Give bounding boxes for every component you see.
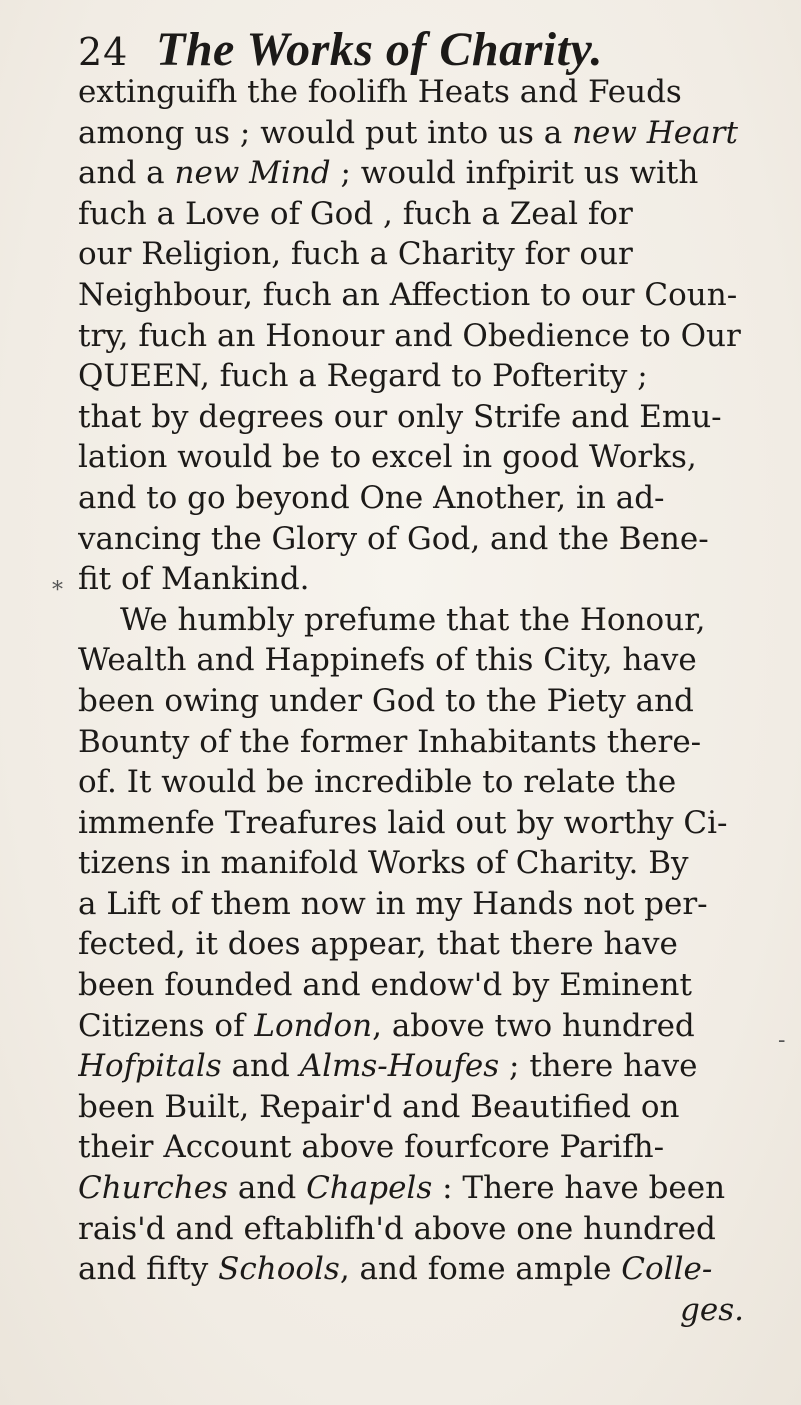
text-line: fit of Mankind.: [78, 561, 310, 598]
margin-mark: -: [778, 1028, 786, 1053]
text-line: Wealth and Happinefs of this City, have: [78, 642, 697, 679]
text-line: of. It would be incredible to relate the: [78, 764, 677, 801]
text-line: try, fuch an Honour and Obedience to Our: [78, 317, 741, 354]
text-line: rais'd and eftablifh'd above one hundred: [78, 1210, 716, 1247]
text-line: Neighbour, fuch an Affection to our Coun-: [78, 276, 738, 313]
text-line: their Account above fourfcore Parifh-: [78, 1129, 665, 1166]
text-line: immenfe Treafures laid out by worthy Ci-: [78, 804, 728, 841]
text-line: been Built, Repair'd and Beautified on: [78, 1088, 680, 1125]
catchword: ges.: [680, 1291, 744, 1328]
body-text: [78, 72, 768, 1330]
text-line: fected, it does appear, that there have: [78, 926, 678, 963]
page-number: 24: [78, 30, 129, 74]
text-line: and a new Mind ; would infpirit us with: [78, 155, 699, 192]
text-line: Citizens of London, above two hundred: [78, 1007, 695, 1044]
text-line: fuch a Love of God , fuch a Zeal for: [78, 195, 633, 232]
text-line: that by degrees our only Strife and Emu-: [78, 398, 722, 435]
text-line: We humbly prefume that the Honour,: [120, 601, 706, 638]
text-line: been founded and endow'd by Eminent: [78, 967, 692, 1004]
text-line: Bounty of the former Inhabitants there-: [78, 723, 702, 760]
text-line: among us ; would put into us a new Heart: [78, 114, 738, 151]
text-line: QUEEN, fuch a Regard to Pofterity ;: [78, 358, 648, 395]
text-line: tizens in manifold Works of Charity. By: [78, 845, 689, 882]
text-line: Churches and Chapels : There have been: [78, 1170, 726, 1207]
text-line: and fifty Schools, and fome ample Colle-: [78, 1251, 713, 1288]
margin-mark: *: [52, 578, 63, 603]
text-line: been owing under God to the Piety and: [78, 682, 694, 719]
running-title: The Works of Charity.: [156, 23, 603, 76]
text-line: Hofpitals and Alms-Houfes ; there have: [78, 1048, 698, 1085]
text-line: and to go beyond One Another, in ad-: [78, 479, 665, 516]
text-line: lation would be to excel in good Works,: [78, 439, 697, 476]
text-line: our Religion, fuch a Charity for our: [78, 236, 633, 273]
text-line: a Lift of them now in my Hands not per-: [78, 885, 708, 922]
text-line: vancing the Glory of God, and the Bene-: [78, 520, 709, 557]
text-line: extinguifh the foolifh Heats and Feuds: [78, 74, 682, 110]
